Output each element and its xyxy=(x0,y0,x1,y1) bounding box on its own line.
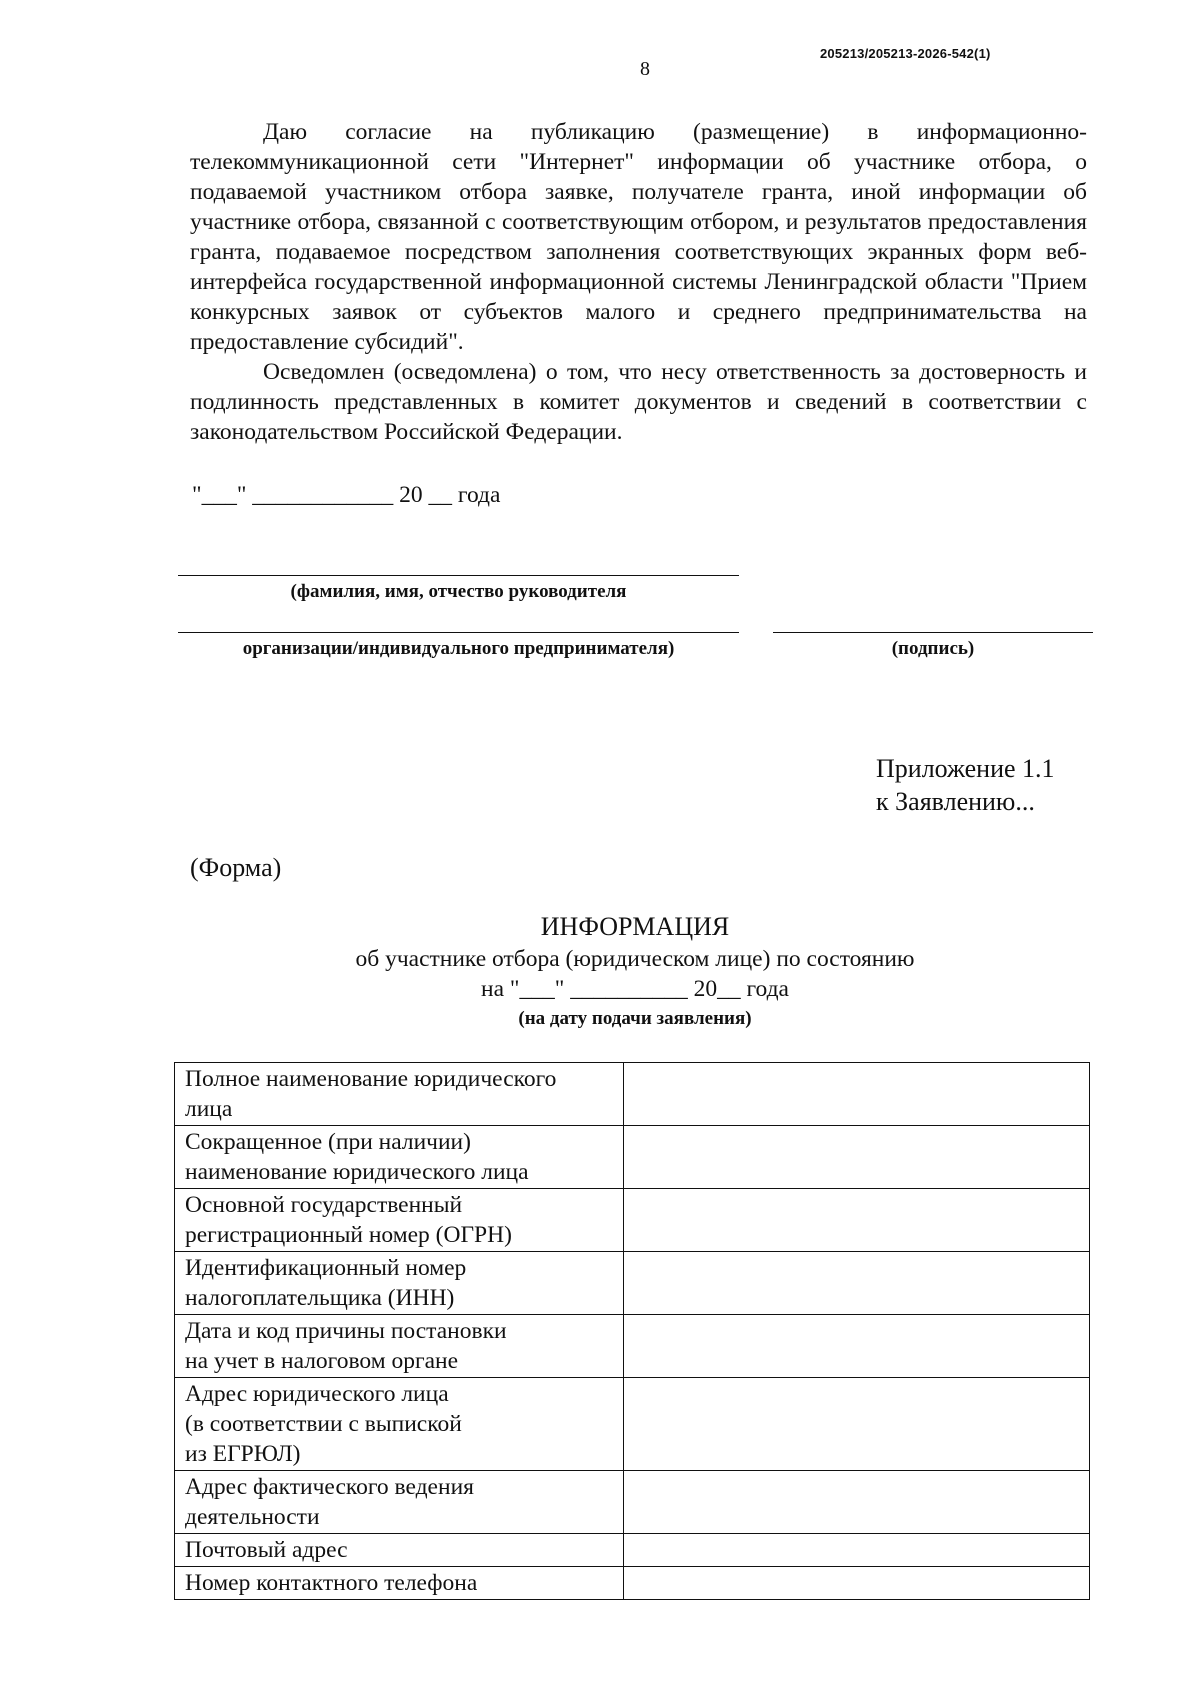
row-label-kpp: Дата и код причины постановки на учет в налоговом органе xyxy=(175,1315,624,1378)
row-value-legal-address[interactable] xyxy=(623,1378,1089,1471)
table-row xyxy=(175,1567,1090,1600)
table-row xyxy=(175,1189,1090,1252)
row-label-short-name: Сокращенное (при наличии) наименование юридического лица xyxy=(175,1126,624,1189)
row-label-full-name: Полное наименование юридического лица xyxy=(175,1063,624,1126)
table-row xyxy=(175,1534,1090,1567)
document-id: 205213/205213-2026-542(1) xyxy=(820,46,991,61)
signature-line[interactable] xyxy=(773,632,1093,633)
row-label-actual-address: Адрес фактического ведения деятельности xyxy=(175,1471,624,1534)
row-label-legal-address: Адрес юридического лица (в соответствии с выпиской из ЕГРЮЛ) xyxy=(175,1378,624,1471)
name-caption-line-2: организации/индивидуального предпринимателя) xyxy=(242,638,675,659)
consent-date-line[interactable]: "___" ____________ 20 __ года xyxy=(192,482,501,508)
row-label-inn: Идентификационный номер налогоплательщика (ИНН) xyxy=(175,1252,624,1315)
table-row xyxy=(175,1378,1090,1471)
appendix-reference xyxy=(876,752,1055,818)
row-value-short-name[interactable] xyxy=(623,1126,1089,1189)
form-subtitle: об участнике отбора (юридическом лице) по состоянию xyxy=(355,946,915,972)
table-row xyxy=(175,1315,1090,1378)
table-row xyxy=(175,1252,1090,1315)
row-value-kpp[interactable] xyxy=(623,1315,1089,1378)
form-as-of-date[interactable]: на "___" __________ 20__ года xyxy=(481,976,789,1002)
form-title: ИНФОРМАЦИЯ xyxy=(540,912,730,941)
form-date-note: (на дату подачи заявления) xyxy=(518,1008,752,1029)
row-value-inn[interactable] xyxy=(623,1252,1089,1315)
row-value-postal-address[interactable] xyxy=(623,1534,1089,1567)
row-value-full-name[interactable] xyxy=(623,1063,1089,1126)
row-value-phone[interactable] xyxy=(623,1567,1089,1600)
consent-paragraph: Даю согласие на публикацию (размещение) в информационно-телекоммуникационной сети "Интернет" информации об участнике отбора, о подаваемой участником отбора заявке, получателе гранта, иной информации об участнике отбора, связанной с соответствующим отбором, и результатов предоставления гранта, подаваемое посредством заполнения соответствующих экранных форм веб-интерфейса государственной информационной системы Ленинградской области "Прием конкурсных заявок от субъектов малого и среднего предпринимательства на предоставление субсидий". xyxy=(190,119,1087,355)
signature-caption: (подпись) xyxy=(891,638,975,659)
table-row xyxy=(175,1471,1090,1534)
name-signature-line-1[interactable] xyxy=(178,575,739,576)
name-signature-line-2[interactable] xyxy=(178,632,739,633)
name-caption-line-1: (фамилия, имя, отчество руководителя xyxy=(290,581,627,602)
row-label-postal-address: Почтовый адрес xyxy=(175,1534,624,1567)
row-label-ogrn: Основной государственный регистрационный номер (ОГРН) xyxy=(175,1189,624,1252)
row-label-phone: Номер контактного телефона xyxy=(175,1567,624,1600)
responsibility-paragraph: Осведомлен (осведомлена) о том, что несу ответственность за достоверность и подлинность представленных в комитет документов и сведений в соответствии с законодательством Российской Федерации. xyxy=(190,359,1087,445)
table-row xyxy=(175,1126,1090,1189)
form-label: (Форма) xyxy=(190,853,282,882)
participant-info-table xyxy=(174,1062,1090,1600)
appendix-line-1: Приложение 1.1 xyxy=(876,754,1055,783)
row-value-ogrn[interactable] xyxy=(623,1189,1089,1252)
page-number: 8 xyxy=(640,58,650,80)
appendix-line-2: к Заявлению... xyxy=(876,787,1035,816)
row-value-actual-address[interactable] xyxy=(623,1471,1089,1534)
table-row xyxy=(175,1063,1090,1126)
